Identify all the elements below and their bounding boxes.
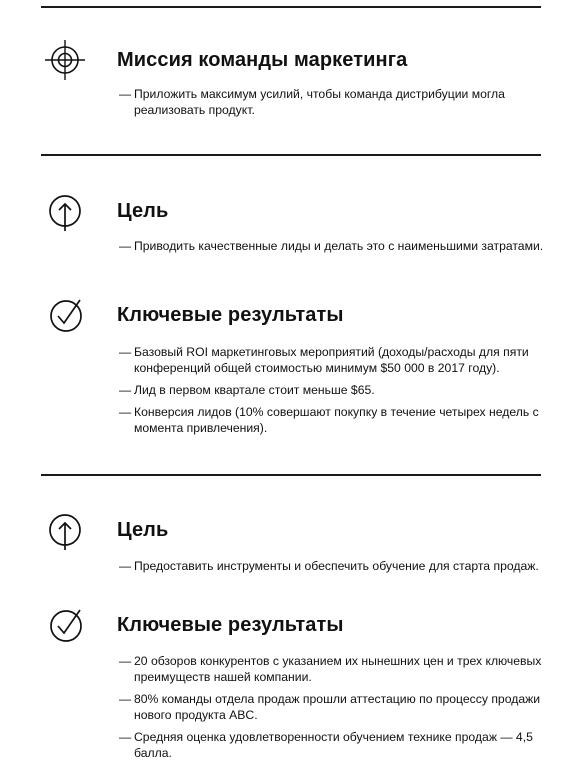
bullet-dash: — bbox=[119, 383, 132, 397]
bullet-dash: — bbox=[119, 239, 132, 253]
key-result-text: 20 обзоров конкурентов с указанием их нынешних цен и трех ключевых преимуществ нашей компании. bbox=[134, 654, 542, 684]
key-result-text: 80% команды отдела продаж прошли аттестацию по процессу продажи нового продукта ABC. bbox=[134, 692, 541, 722]
goal-item bbox=[119, 238, 551, 254]
checkmark-circle-icon bbox=[46, 296, 86, 336]
bullet-dash: — bbox=[119, 345, 132, 359]
key-results-title: Ключевые результаты bbox=[117, 304, 344, 326]
key-results-list bbox=[119, 653, 551, 767]
goal-list bbox=[119, 238, 551, 260]
bullet-dash: — bbox=[119, 87, 132, 101]
key-result-item bbox=[119, 404, 551, 436]
top-divider bbox=[41, 6, 541, 8]
goal-item-text: Приводить качественные лиды и делать это с наименьшими затратами. bbox=[134, 239, 544, 253]
arrow-up-circle-icon bbox=[46, 511, 86, 551]
crosshair-icon bbox=[45, 40, 85, 80]
arrow-up-circle-icon bbox=[46, 192, 86, 232]
mission-list bbox=[119, 86, 551, 124]
mission-item bbox=[119, 86, 551, 118]
goal-title: Цель bbox=[117, 200, 169, 222]
key-result-text: Базовый ROI маркетинговых мероприятий (доходы/расходы для пяти конференций общей стоимостью минимум $50 000 в 2017 году). bbox=[134, 345, 529, 375]
key-result-text: Средняя оценка удовлетворенности обучением технике продаж — 4,5 балла. bbox=[134, 730, 533, 760]
mission-title: Миссия команды маркетинга bbox=[117, 49, 408, 71]
bullet-dash: — bbox=[119, 730, 132, 744]
goal-item-text: Предоставить инструменты и обеспечить обучение для старта продаж. bbox=[134, 559, 539, 573]
bullet-dash: — bbox=[119, 559, 132, 573]
section-divider bbox=[41, 154, 541, 156]
key-result-item bbox=[119, 653, 551, 685]
goal-item bbox=[119, 558, 551, 574]
key-result-text: Конверсия лидов (10% совершают покупку в течение четырех недель с момента привлечения). bbox=[134, 405, 539, 435]
key-result-item bbox=[119, 344, 551, 376]
key-result-item bbox=[119, 691, 551, 723]
goal-title: Цель bbox=[117, 519, 169, 541]
checkmark-circle-icon bbox=[46, 606, 86, 646]
goal-list bbox=[119, 558, 551, 580]
bullet-dash: — bbox=[119, 692, 132, 706]
key-result-item bbox=[119, 382, 551, 398]
key-results-list bbox=[119, 344, 551, 442]
mission-item-text: Приложить максимум усилий, чтобы команда дистрибуции могла реализовать продукт. bbox=[134, 87, 505, 117]
key-result-text: Лид в первом квартале стоит меньше $65. bbox=[134, 383, 375, 397]
section-divider bbox=[41, 474, 541, 476]
key-results-title: Ключевые результаты bbox=[117, 614, 344, 636]
bullet-dash: — bbox=[119, 654, 132, 668]
key-result-item bbox=[119, 729, 551, 761]
bullet-dash: — bbox=[119, 405, 132, 419]
